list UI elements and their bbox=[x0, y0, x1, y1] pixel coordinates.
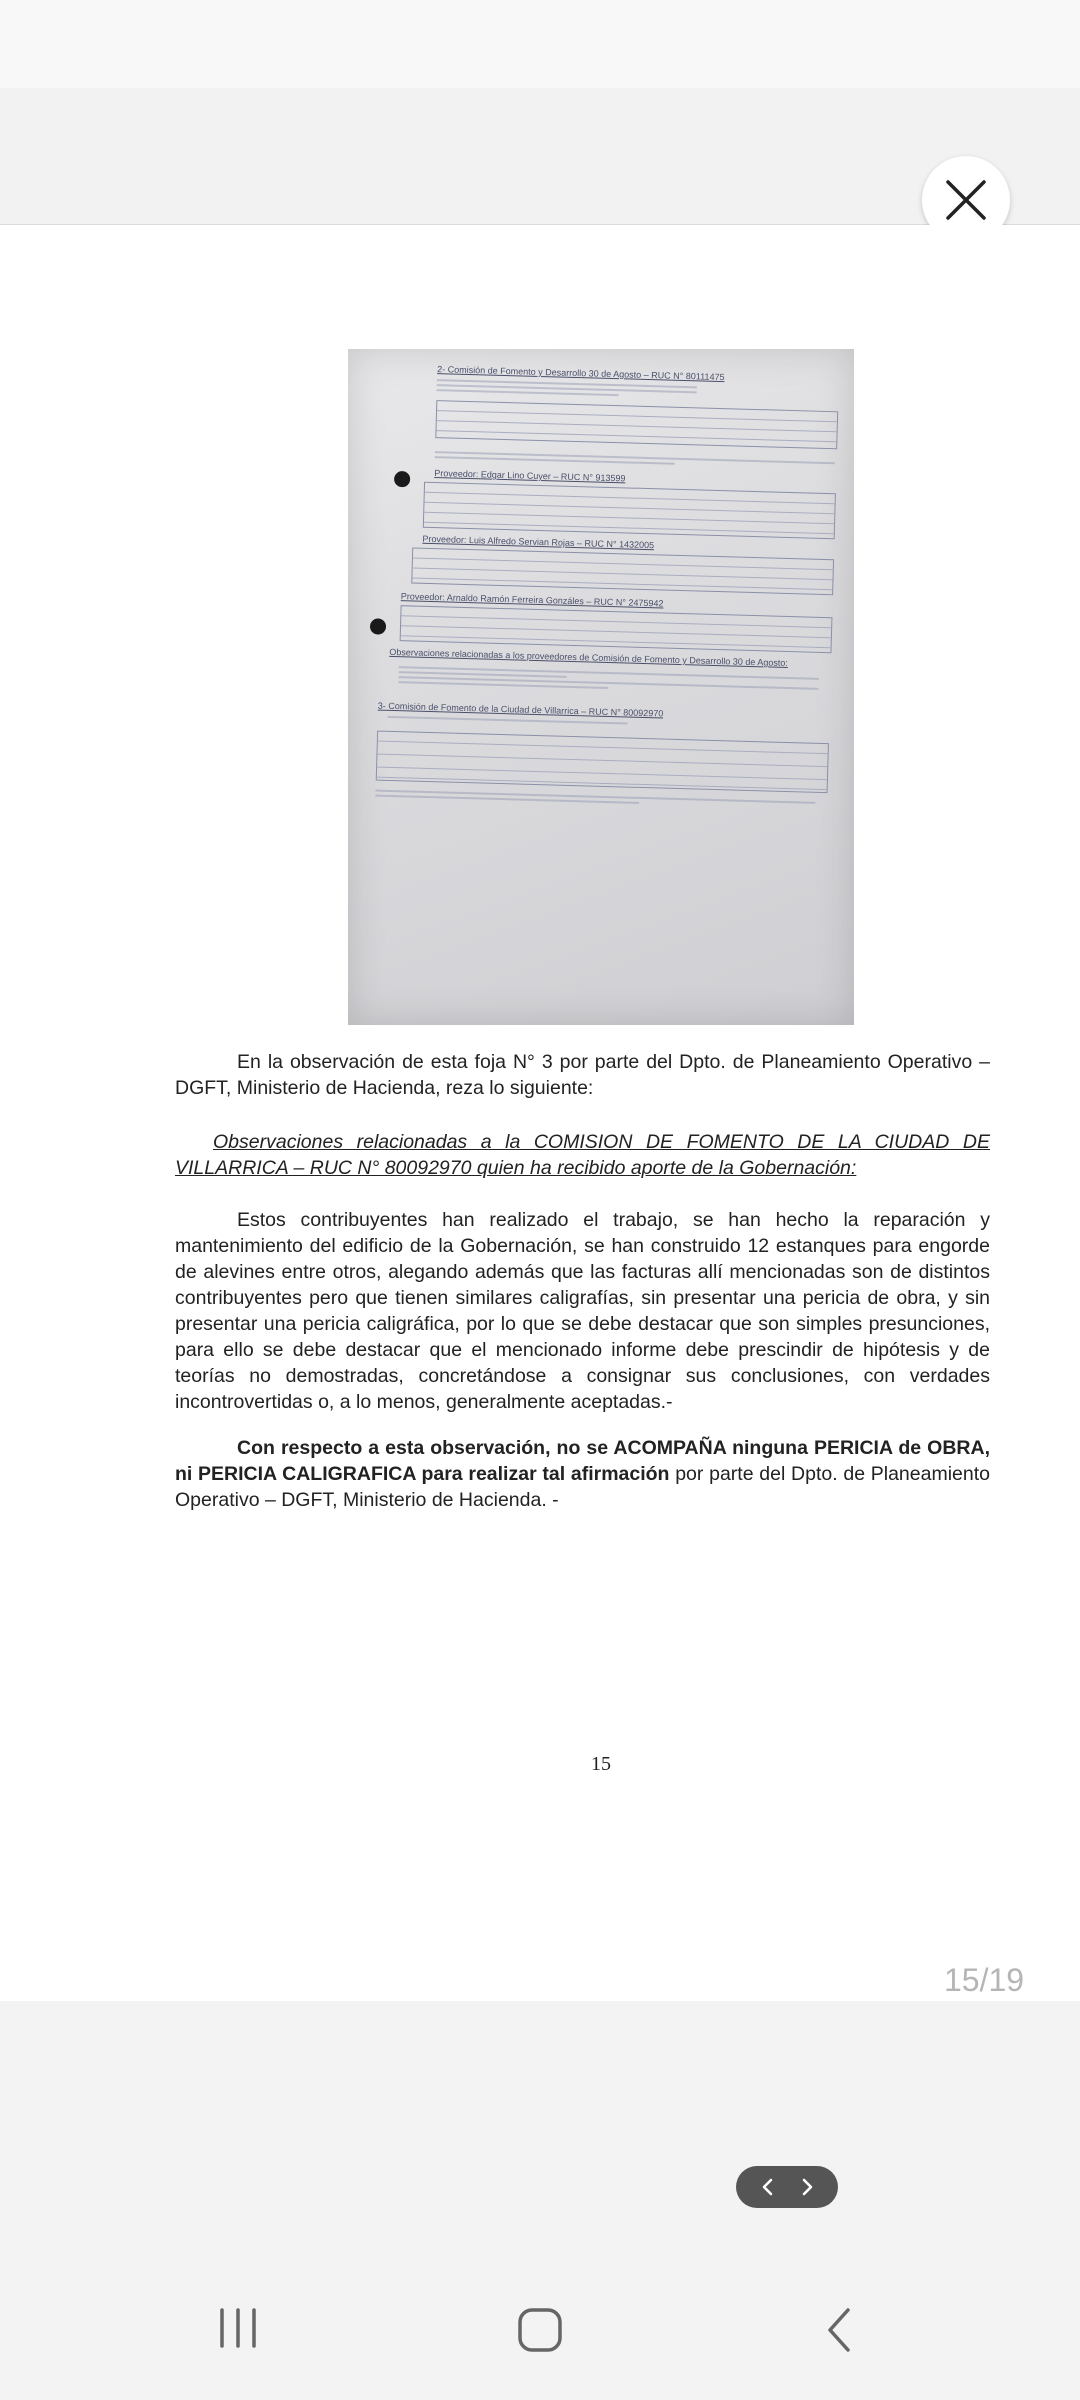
next-page-button[interactable] bbox=[799, 2177, 815, 2197]
photo-heading-4: Proveedor: Arnaldo Ramón Ferreira Gonzáles – RUC N° 2475942 bbox=[400, 591, 664, 609]
paragraph-2: Observaciones relacionadas a la COMISION DE FOMENTO DE LA CIUDAD DE VILLARRICA – RUC N° 80092970 quien ha recibido aporte de la Gobernación: bbox=[175, 1131, 990, 1179]
back-button[interactable] bbox=[822, 2306, 856, 2354]
page-number: 15 bbox=[591, 1753, 611, 1775]
viewer-top-bar bbox=[0, 88, 1080, 225]
document-page bbox=[0, 225, 1080, 2001]
paragraph-1: En la observación de esta foja N° 3 por parte del Dpto. de Planeamiento Operativo – DGFT, Ministerio de Hacienda, reza lo siguiente: bbox=[175, 1051, 990, 1099]
home-icon bbox=[516, 2306, 564, 2354]
paragraph-3: Estos contribuyentes han realizado el trabajo, se han hecho la reparación y mantenimiento del edificio de la Gobernación, se han construido 12 estanques para engorde de alevines entre otros, alegando además que las facturas allí mencionadas son de distintos contribuyentes pero que tienen similares caligrafías, sin presentar una pericia de obra, y sin presentar una pericia caligráfica, por lo que se debe destacar que son simples presunciones, para ello se debe destacar que el mencionado informe debe prescindir de hipótesis y de teorías no demostradas, concretándose a consignar sus conclusiones, con verdades incontrovertidas o, a lo menos, generalmente aceptadas.- bbox=[175, 1209, 990, 1413]
photo-heading-2: Proveedor: Edgar Lino Cuyer – RUC N° 913599 bbox=[434, 468, 626, 484]
chevron-left-icon bbox=[760, 2177, 776, 2197]
page-navigation bbox=[736, 2166, 838, 2208]
previous-page-button[interactable] bbox=[760, 2177, 776, 2197]
paragraph-4-bold: Con respecto a esta observación, no se ACOMPAÑA ninguna PERICIA de OBRA, ni PERICIA CALIGRAFICA para realizar tal afirmación bbox=[175, 1437, 990, 1485]
document-photo bbox=[348, 349, 854, 1025]
home-button[interactable] bbox=[516, 2306, 564, 2354]
back-icon bbox=[822, 2306, 856, 2354]
status-bar bbox=[0, 0, 1080, 88]
chevron-right-icon bbox=[799, 2177, 815, 2197]
paragraph-4 bbox=[175, 1435, 990, 1513]
photo-heading-6: 3- Comisión de Fomento de la Ciudad de Villarrica – RUC N° 80092970 bbox=[377, 700, 664, 719]
photo-heading-5: Observaciones relacionadas a los proveedores de Comisión de Fomento y Desarrollo 30 de Agosto: bbox=[389, 646, 789, 669]
recent-apps-button[interactable] bbox=[216, 2306, 260, 2350]
page-indicator: 15/19 bbox=[944, 1962, 1025, 1998]
photo-heading-1: 2- Comisión de Fomento y Desarrollo 30 de Agosto – RUC N° 80111475 bbox=[437, 364, 725, 383]
recent-apps-icon bbox=[216, 2306, 260, 2350]
system-navigation-bar bbox=[0, 2260, 1080, 2400]
photo-heading-3: Proveedor: Luis Alfredo Servian Rojas – RUC N° 1432005 bbox=[422, 533, 655, 551]
paragraph-4-rest: por parte del Dpto. de Planeamiento Operativo – DGFT, Ministerio de Hacienda. - bbox=[175, 1463, 991, 1511]
close-icon bbox=[944, 178, 988, 222]
